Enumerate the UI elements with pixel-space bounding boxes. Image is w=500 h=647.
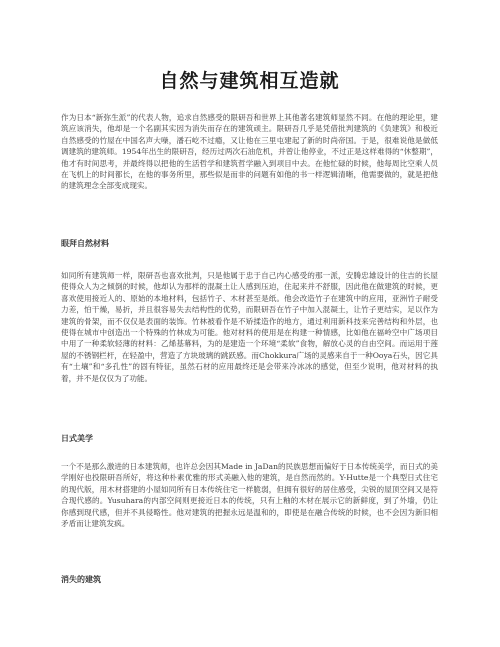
intro-paragraph: 作为日本“新弥生派”的代表人物，追求自然感受的限研吾和世界上其他著名建筑师显然不同。在他的理论里，建筑应该消失，他却是一个名副其实因为消失而存在的建筑顽主。限研吾几乎是凭借批判建筑的《负建筑》和极近自然感受的竹屋在中国名声大噪，潘石屹不过瘾，又让他在三里屯建起了新的时尚帝国。于是，很难说他是做低调建筑的建筑师。1954年出生的限研吾，经历过两次石油危机，并曾让他停业，不过正是这样难得的“休整期”，他才有时间思考，并最终得以把他的生活哲学和建筑哲学融入到项目中去。在他忙碌的时候，他每周比空乘人员在飞机上的时间都长，在他的事务所里，那些似是而非的问题有如他的书一样逻辑清晰，他需要做的，就是把他的建筑理念全部变成现实。 [61, 113, 438, 191]
section-heading-nature: 眼拜自然材料 [61, 238, 109, 248]
nature-section [61, 270, 438, 384]
intro-section [61, 112, 438, 192]
nature-paragraph: 如同所有建筑师一样，限研吾也喜欢批判，只是他属于忠于自己内心感受的那一派，安腾忠雄设计的住吉的长屋使得众人为之倾倒的时候，他却认为那样的混凝土让人感到压迫，住起来并不舒服，因此他在做建筑的时候，更喜欢使用接近人的、原始的本地材料，包括竹子、木材甚至是纸。他会改造竹子在建筑中的应用，亚洲竹子耐受力差，怕干燥，易折，并且很容易失去结构性的优势，而限研吾在竹子中加入混凝土，让竹子更结实，足以作为建筑的骨架，而不仅仅是表面的装饰。竹林被看作是不矫揉造作的地方，通过利用新科技来完善结构和外层，也使得在城市中创造出一个特殊的竹林成为可能。他对材料的使用是在构建一种情感，比如他在福岭空中广场项目中用了一种柔软轻薄的材料：乙烯基幕料，为的是建造一个环境“柔软”食物，解放心灵的自由空间。而运用于莲屋的不锈钢栏杆，在轻盈中，营造了方块玻璃的跳跃感。而Chokkura广场的灵感来自于一种Ooya石头，因它具有“土壤”和“多孔性”的固有特征，虽然石材的应用最终还是会带来冷冰冰的感觉，但至少说明，他对材料的执着，并不是仅仅为了功能。 [61, 271, 438, 383]
aesthetic-heading-block [61, 433, 438, 444]
section-heading-vanishing: 消失的建筑 [61, 574, 101, 584]
vanishing-heading-block [61, 574, 438, 585]
nature-heading-block [61, 238, 438, 249]
aesthetic-paragraph: 一个不是那么激进的日本建筑师，也许总会因其Made in JaDan的民族思想而偏好于日本传统美学，而日式的美学刚好也投限研吾所好，将这种朴素优雅的形式美融入他的建筑，是自然而然的。Y-Hutte是一个典型日式住宅的现代版，用木材搭建的小屋如同所有日本传统住宅一样脆弱，但拥有很好的居住感受，尖锐的屋顶空间又是符合现代感的。Yusuhara的内部空间则更接近日本的传统，只有上釉的木材在展示它的新鲜度，到了外墙，仍让你感到现代感，但并不具侵略性。他对建筑的把握永远是温和的，即使是在融合传统的时候，也不会因为新旧相矛盾而让建筑发疯。 [61, 462, 438, 529]
aesthetic-section [61, 461, 438, 529]
page-title: 自然与建筑相互造就 [159, 70, 340, 92]
section-heading-aesthetic: 日式美学 [61, 433, 93, 443]
